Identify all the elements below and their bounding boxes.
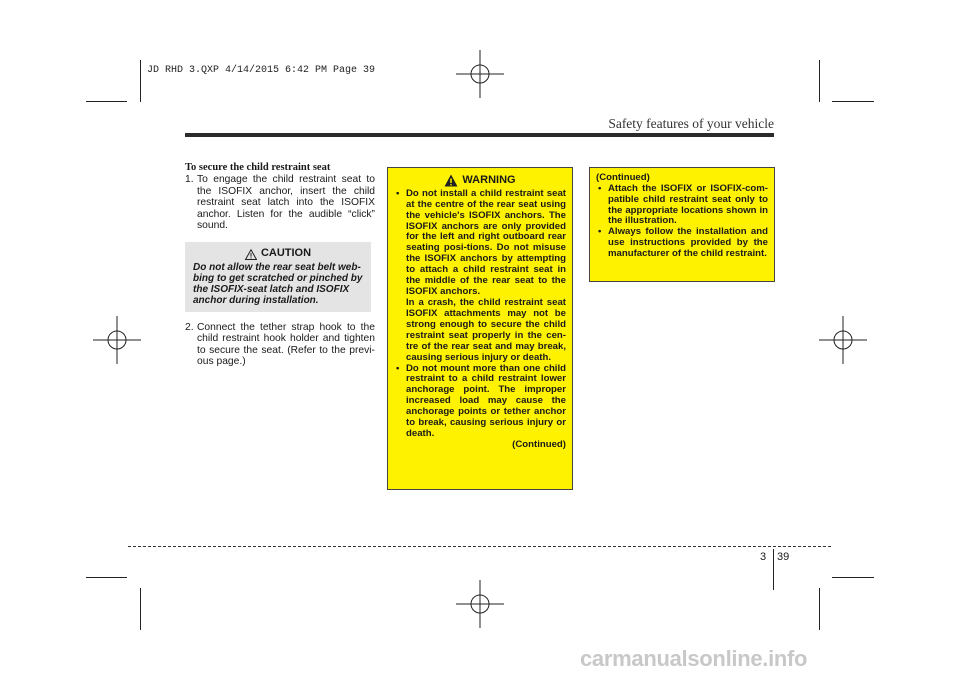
registration-mark-right <box>819 316 867 364</box>
caution-heading <box>193 248 363 259</box>
warning-box <box>387 167 573 490</box>
warning-heading <box>394 174 566 187</box>
continued-label: (Continued) <box>512 439 566 451</box>
continued-item: • Attach the ISOFIX or ISOFIX-com-patible child restraint seat only to the appropriate locations shown in the illustration. <box>596 184 768 227</box>
step-text: To engage the child restraint seat to the ISOFIX anchor, insert the child restraint seat latch into the ISOFIX anchor. Listen for the audible “click” sound. <box>197 174 375 232</box>
page-number: 39 <box>777 551 790 563</box>
warning-title: WARNING <box>462 174 516 187</box>
warning-continued-box <box>589 167 775 282</box>
caution-text: Do not allow the rear seat belt web-bing to get scratched or pinched by the ISOFIX-seat latch and ISOFIX anchor during installation. <box>193 261 363 306</box>
continued-list <box>596 184 768 260</box>
continued-heading: (Continued) <box>596 172 650 183</box>
print-slug: JD RHD 3.QXP 4/14/2015 6:42 PM Page 39 <box>147 65 376 76</box>
procedure-subheading: To secure the child restraint seat <box>185 162 331 173</box>
warning-item-text: Do not mount more than one child restraint to a child restraint lower anchorage point. The improper increased load may cause the anchorage points or tether anchor to break, causing serious injury or death. <box>406 362 566 439</box>
chapter-number: 3 <box>760 551 767 563</box>
caution-title: CAUTION <box>260 247 312 260</box>
registration-mark-top <box>456 50 504 98</box>
warning-triangle-icon <box>444 174 458 187</box>
watermark-text: carmanualsonline.info <box>580 646 808 671</box>
step-number: 1. <box>185 174 194 186</box>
warning-item <box>394 189 566 297</box>
warning-item <box>394 364 566 440</box>
registration-mark-bottom <box>456 580 504 628</box>
caution-box <box>185 242 371 311</box>
footer-rule <box>128 546 831 547</box>
section-title: Safety features of your vehicle <box>608 116 774 131</box>
step-number: 2. <box>185 321 194 333</box>
step-text: Connect the tether strap hook to the child restraint hook holder and tighten to secure the seat. (Refer to the previ-ous page.) <box>197 321 375 368</box>
warning-list-2 <box>394 364 566 440</box>
warning-list <box>394 189 566 297</box>
warning-item-text: Do not install a child restraint seat at the centre of the rear seat using the vehicle's ISOFIX anchors. The ISOFIX anchors are only provided for the left and right outboard rear seating posi-tions. Do not misuse the ISOFIX anchors by attempting to attach a child restraint seat in the middle of the rear seat to the ISOFIX anchors. <box>406 188 566 297</box>
registration-mark-left <box>93 316 141 364</box>
continued-item: • Always follow the installation and use instructions provided by the manufacturer of the child restraint. <box>596 227 768 260</box>
caution-triangle-icon <box>245 249 257 260</box>
header-rule <box>185 133 774 137</box>
procedure-step-2 <box>185 322 375 368</box>
page-number-divider <box>773 549 774 590</box>
warning-item-subtext: In a crash, the child restraint seat ISOFIX attachments may not be strong enough to secure the child restraint seat properly in the cen-tre of the rear seat and may break, causing serious injury or death. <box>406 297 566 363</box>
procedure-step-1 <box>185 174 375 231</box>
left-column <box>185 162 375 367</box>
